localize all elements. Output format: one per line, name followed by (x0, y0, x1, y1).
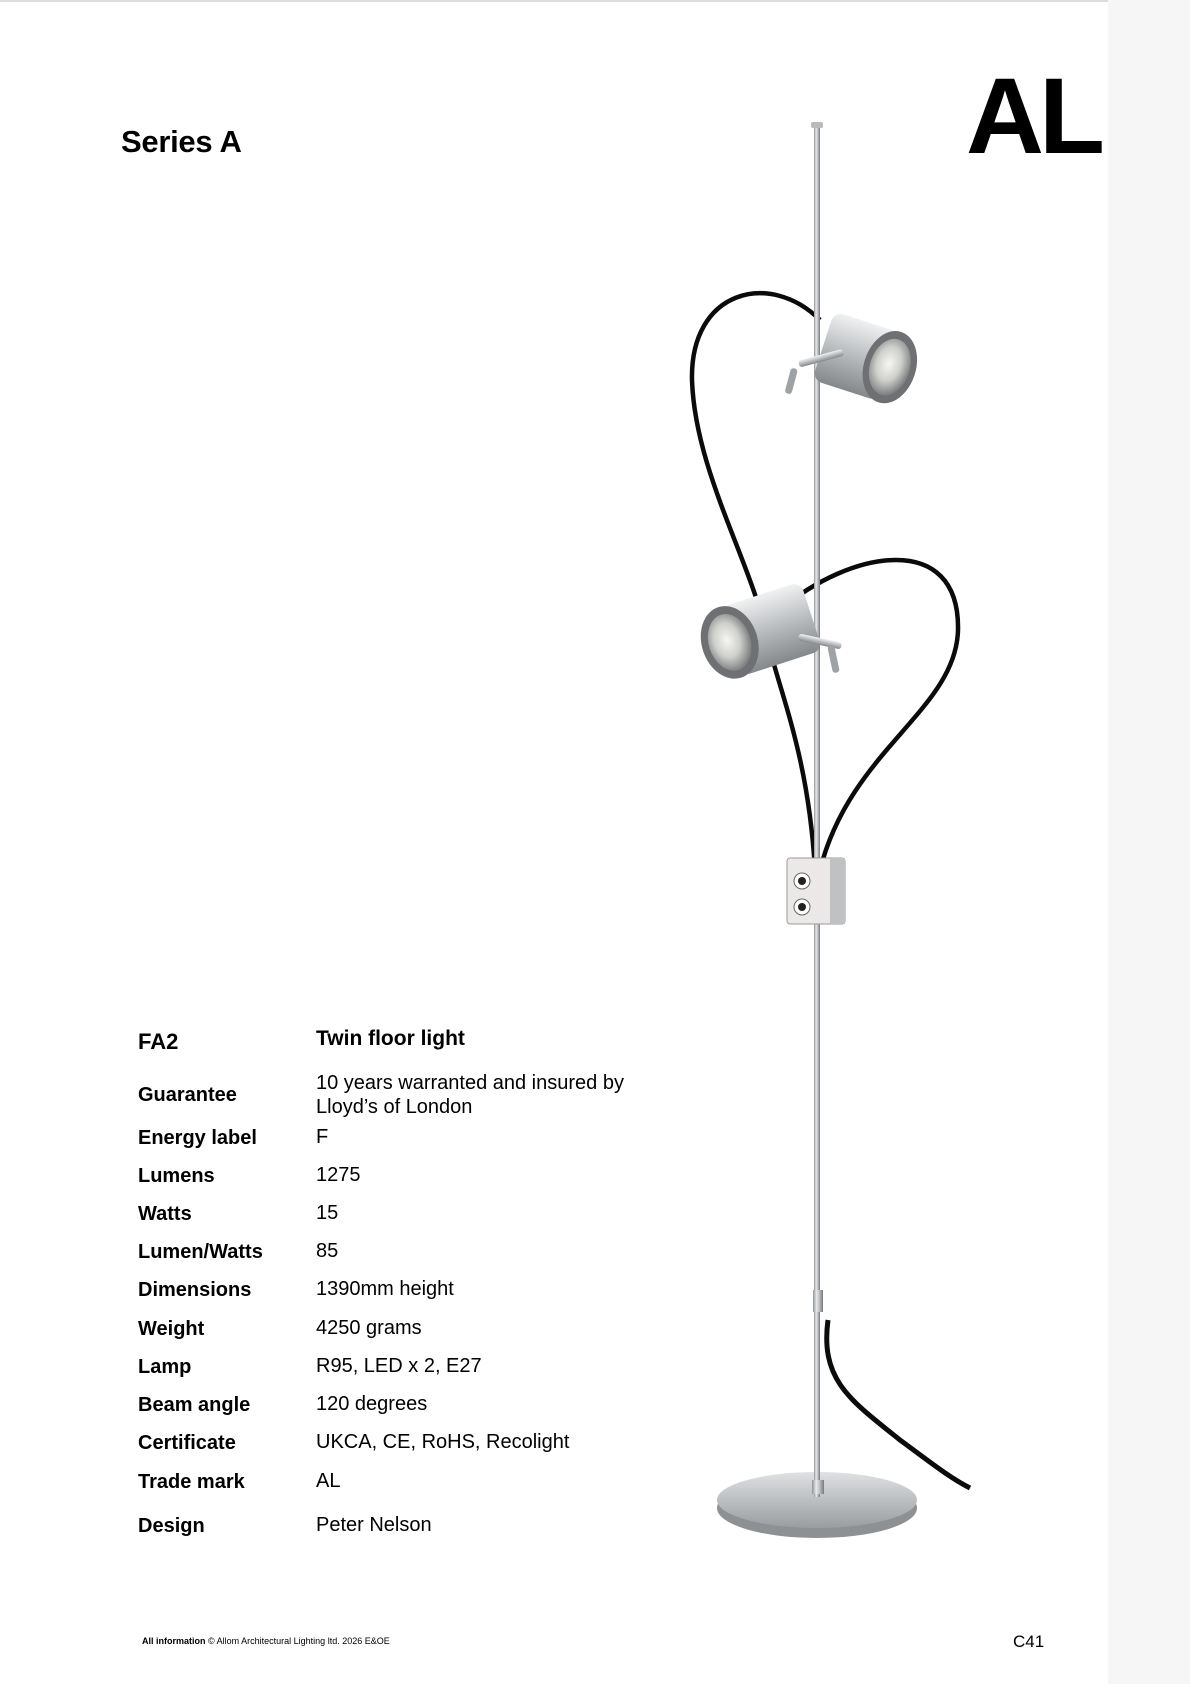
spec-value-lumen-watts: 85 (316, 1240, 339, 1262)
spec-label-lamp: Lamp (138, 1356, 192, 1378)
spec-value-weight: 4250 grams (316, 1317, 422, 1339)
product-name: Twin floor light (316, 1027, 465, 1050)
spec-value-trade-mark: AL (316, 1470, 341, 1492)
spec-value-guarantee-line-1: 10 years warranted and insured by (316, 1072, 624, 1094)
spec-value-guarantee-line-2: Lloyd’s of London (316, 1096, 473, 1118)
spec-label-energy-label: Energy label (138, 1127, 257, 1149)
spec-value-lumens: 1275 (316, 1164, 361, 1186)
spec-value-dimensions: 1390mm height (316, 1278, 454, 1300)
spec-value-lamp: R95, LED x 2, E27 (316, 1355, 482, 1377)
spec-value-beam-angle: 120 degrees (316, 1393, 428, 1415)
spec-label-trade-mark: Trade mark (138, 1471, 245, 1493)
spec-label-beam-angle: Beam angle (138, 1394, 251, 1416)
page-margin-strip (1108, 0, 1190, 1684)
product-photo (670, 110, 990, 1560)
product-code: FA2 (138, 1029, 179, 1054)
spec-value-watts: 15 (316, 1202, 339, 1224)
spec-label-watts: Watts (138, 1203, 192, 1225)
spec-value-design: Peter Nelson (316, 1514, 432, 1536)
spec-label-certificate: Certificate (138, 1432, 236, 1454)
top-rule (0, 0, 1108, 2)
page-number: C41 (1013, 1632, 1045, 1651)
spec-label-design: Design (138, 1515, 205, 1537)
footer-note (142, 1636, 390, 1646)
spec-label-lumens: Lumens (138, 1165, 215, 1187)
footer-note-bold: All information (142, 1636, 206, 1646)
footer-note-text: © Allom Architectural Lighting ltd. 2026 E&OE (205, 1636, 390, 1646)
spec-label-weight: Weight (138, 1318, 205, 1340)
spec-value-certificate: UKCA, CE, RoHS, Recolight (316, 1431, 570, 1453)
spec-label-guarantee: Guarantee (138, 1084, 237, 1106)
spec-value-energy-label: F (316, 1126, 329, 1148)
spec-label-lumen-watts: Lumen/Watts (138, 1241, 263, 1263)
brand-logo: AL (966, 55, 1100, 176)
series-title: Series A (121, 124, 242, 159)
spec-label-dimensions: Dimensions (138, 1279, 252, 1301)
